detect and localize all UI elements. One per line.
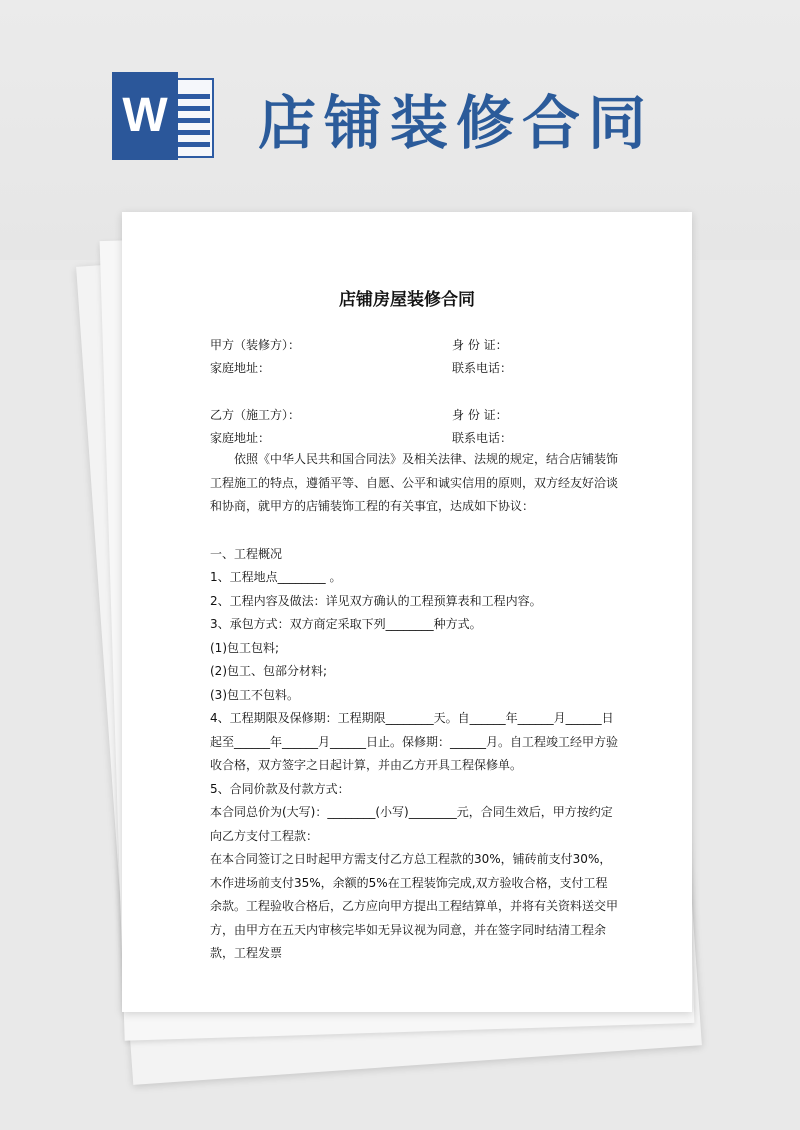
clause-item: 3、承包方式：双方商定采取下列________种方式。 xyxy=(210,617,482,631)
preamble-paragraph: 依照《中华人民共和国合同法》及相关法律、法规的规定，结合店铺装饰工程施工的特点，遵循平等、自愿、公平和诚实信用的原则，双方经友好洽谈和协商，就甲方的店铺装饰工程的有关事宜，达成如下协议： xyxy=(210,452,619,513)
party-a-phone-label: 联系电话： xyxy=(452,361,513,375)
clause-item: 本合同总价为(大写)：________(小写)________元，合同生效后，甲方按约定向乙方支付工程款： xyxy=(210,805,613,843)
clause-item: (2)包工、包部分材料; xyxy=(210,664,328,678)
document-title: 店铺房屋装修合同 xyxy=(339,290,475,310)
clause-item: 4、工程期限及保修期：工程期限________天。自______年______月______日起至______年______月______日止。保修期：______月。自工程竣工经甲方验收合格，双方签字之日起计算，并由乙方开具工程保修单。 xyxy=(210,711,619,772)
party-b-id-label: 身 份 证： xyxy=(452,408,508,422)
party-a-id-label: 身 份 证： xyxy=(452,338,508,352)
party-b-label: 乙方（施工方）： xyxy=(210,408,301,422)
party-b-address-label: 家庭地址： xyxy=(210,431,271,445)
clause-item: 1、工程地点________ 。 xyxy=(210,570,342,584)
clause-item: (3)包工不包料。 xyxy=(210,687,299,702)
clause-item: (1)包工包料; xyxy=(210,640,280,655)
section-heading: 一、工程概况 xyxy=(210,546,283,561)
party-a-address-label: 家庭地址： xyxy=(210,361,271,375)
spacer xyxy=(210,519,618,543)
word-letter: W xyxy=(112,72,178,160)
document-page xyxy=(122,212,692,1012)
banner-title: 店铺装修合同 xyxy=(258,89,655,157)
word-document-icon xyxy=(112,72,214,160)
clause-item: 2、工程内容及做法：详见双方确认的工程预算表和工程内容。 xyxy=(210,593,542,608)
clause-item: 在本合同签订之日时起甲方需支付乙方总工程款的30%，铺砖前支付30%，木作进场前支付35%，余额的5%在工程装饰完成,双方验收合格，支付工程余款。工程验收合格后，乙方应向甲方提出工程结算单，并将有关资料送交甲方，由甲方在五天内审核完毕如无异议视为同意，并在签字同时结清工程余款，工程发票 xyxy=(210,852,619,960)
contract-body xyxy=(210,448,618,966)
party-a-label: 甲方（装修方）： xyxy=(210,338,301,352)
clause-item: 5、合同价款及付款方式： xyxy=(210,781,350,796)
party-b-phone-label: 联系电话： xyxy=(452,431,513,445)
